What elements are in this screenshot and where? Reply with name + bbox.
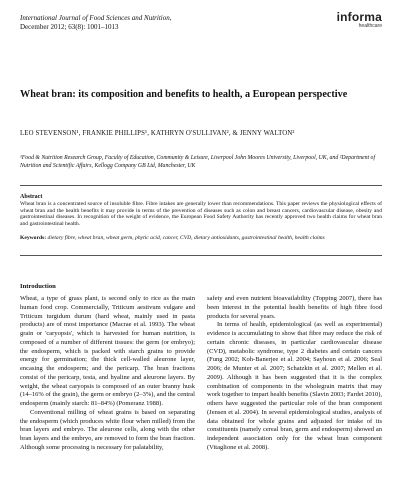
text-column-right [207,295,382,453]
abstract-heading: Abstract [20,194,43,200]
section-heading-introduction: Introduction [20,283,56,290]
abstract-text: Wheat bran is a concentrated source of insoluble fibre. Fibre intakes are generally lower than recommendations. This paper reviews the physiological effects of wheat bran and the health benefits it may provide in terms of the prevention of diseases such as colon and breast cancers, cardiovascular disease, obesity and gastrointestinal diseases. In recognition of the weight of evidence, the European Food Safety Authority has recently approved two health claims for wheat bran and gastrointestinal health. [20,201,382,227]
section-divider [20,255,382,256]
author-list: LEO STEVENSON¹, FRANKIE PHILLIPS¹, KATHRYN O'SULLIVAN², & JENNY WALTON² [20,130,295,137]
author-affiliations: ¹Food & Nutrition Research Group, Faculty of Education, Community & Leisure, Liverpool John Moores University, Liverpool, UK, and ²Department of Nutrition and Scientific Affairs, Kellogg Company GB Ltd, Manchester, UK [20,155,376,169]
publisher-subtitle: healthcare [358,23,382,29]
publisher-logo [337,11,382,29]
paragraph: safety and even nutrient bioavailability (Topping 2007), there has been interest in the potential health benefits of high fibre food products for several years. [207,295,382,320]
paragraph: Conventional milling of wheat grains is based on separating the endosperm (which produces white flour when milled) from the bran layers and embryo. The aleurone cells, along with the other bran layers and the embryo, are removed to form the bran fraction. Although some processing is necessary for palatability, [20,408,195,451]
article-title: Wheat bran: its composition and benefits to health, a European perspective [20,89,348,100]
section-divider [20,185,382,186]
journal-name: International Journal of Food Sciences and Nutrition, [20,14,172,22]
keywords-text: dietary fibre, wheat bran, wheat germ, phytic acid, cancer, CVD, dietary antioxidants, gastrointestinal health, health claims [47,235,325,241]
paragraph: Wheat, a type of grass plant, is second only to rice as the main human food crop. Commercially, Triticum aestivum vulgare and Triticum turgidum durum (hard wheat, mainly used in pasta products) are of most importance (Macrae et al. 1993). The wheat grain or 'caryopsis', which is harvested for human nutrition, is composed of a number of different tissues: the germ (or embryo); the endosperm, which is packed with starch grains to provide energy for germination; the thick cell-walled aleurone layer, encasing the endosperm; and the pericarp. The bran fractions consist of the pericarp, testa, and hyaline and aleurone layers. By weight, the wheat caryopsis is composed of an outer branny husk (14–16% of the grain), the germ or embryo (2–3%), and the central endosperm (mainly starch: 81–84%) (Pomeranz 1988). [20,295,195,407]
keywords-label: Keywords: [20,235,47,241]
publisher-name: informa [336,10,382,24]
journal-issue: December 2012; 63(8): 1001–1013 [20,23,119,31]
paragraph: In terms of health, epidemiological (as well as experimental) evidence is accumulating to show that fibre may reduce the risk of certain chronic diseases, in particular cardiovascular disease (CVD), metabolic syndrome, type 2 diabetes and certain cancers (Fung 2002; Koh-Banerjee et al. 2004; Sayhoun et al. 2006; Seal 2006; de Munter et al. 2007; Schatzkin et al. 2007; Mellen et al. 2009). Although it has been suggested that it is the complex combination of components in the wholegrain matrix that may work together to impart health benefits (Slavin 2003; Fardet 2010), others have suggested the particular role of the bran component (Jensen et al. 2004). In several epidemiological studies, analysis of data obtained for whole grains and adjusted for intake of its constituents (namely cereal bran, germ and endosperm) showed an independent association only for the wheat bran component (Vitaglione et al. 2008). [207,321,382,451]
journal-citation [20,14,270,32]
keywords [20,235,382,242]
text-column-left [20,295,195,453]
